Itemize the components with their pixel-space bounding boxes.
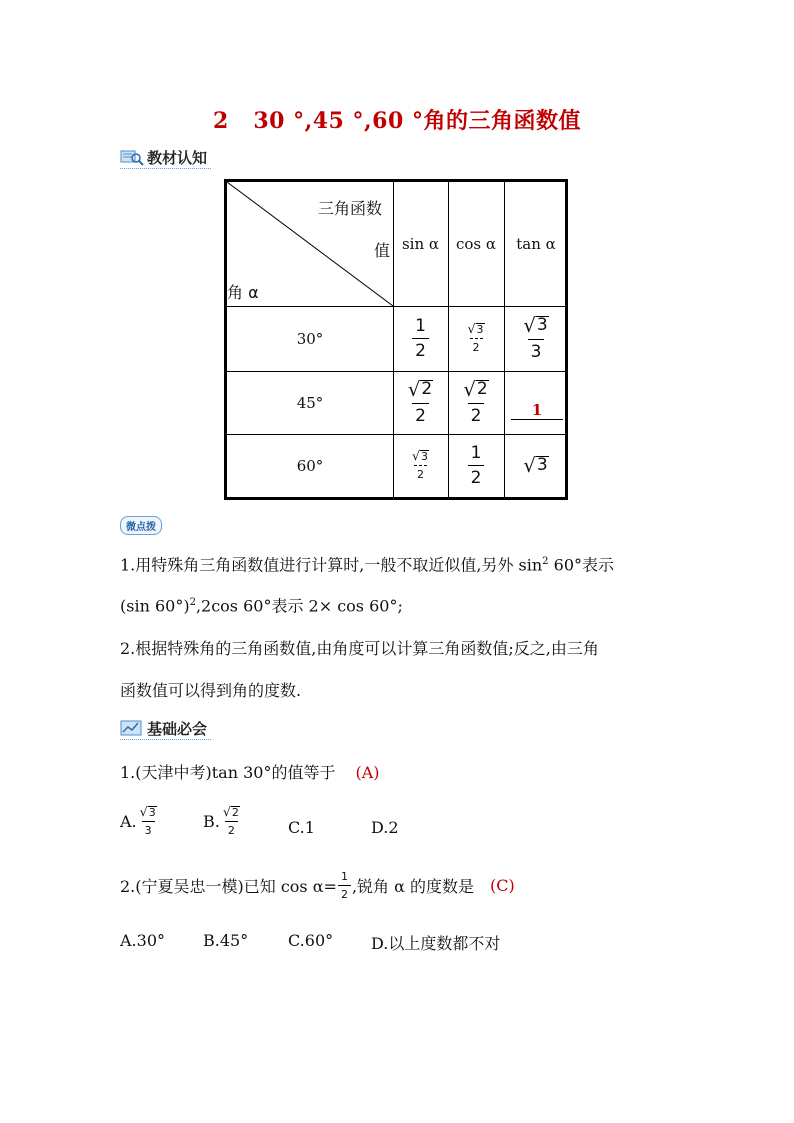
tan30-rad: 3 <box>536 315 548 336</box>
cos60-cell <box>448 434 504 497</box>
section-title-textbook: 教材认知 <box>147 148 208 167</box>
page-title: 2 30 °,45 °,60 °角的三角函数值 <box>213 108 581 134</box>
row-angle-60: 60° <box>296 456 324 475</box>
sin45-cell: √ 2 2 <box>407 377 433 426</box>
header-func-label: 三角函数 <box>318 199 383 218</box>
q2-option-c: C.60° <box>288 931 334 950</box>
header-value-label: 值 <box>374 241 391 260</box>
tan30-cell: √ 3 3 <box>523 313 548 362</box>
trig-table <box>224 179 568 500</box>
tip-line-1: 1.用特殊角三角函数值进行计算时,一般不取近似值,另外 $\sin^2 60^\circ$表示 <box>120 555 614 575</box>
section-title-basics: 基础必会 <box>147 719 208 738</box>
q2-answer: (C) <box>490 876 515 895</box>
cos30-rad: 3 <box>476 323 484 337</box>
sin60-rad: 3 <box>421 450 429 464</box>
q1-stem: 1.(天津中考)tan 30°的值等于 (A) <box>120 763 380 782</box>
col-header-sin: sin α <box>401 235 440 253</box>
cos45-cell: √ 2 2 <box>463 377 488 426</box>
tan45-answer: 1 <box>511 401 563 420</box>
cos60-num: 1 <box>470 443 482 463</box>
magnifier-book-icon <box>120 148 144 166</box>
tip-badge: 微点拨 <box>120 516 162 535</box>
sin45-den: 2 <box>412 403 429 426</box>
q2-option-b: B.45° <box>203 931 249 950</box>
section-header-textbook <box>120 146 211 169</box>
tip-line-2: (sin 60°)$^2$,2cos 60°表示 2× cos 60°; <box>120 596 403 616</box>
sin60-cell: √ 3 2 <box>411 448 429 481</box>
tan60-cell: √ 3 <box>523 453 548 477</box>
sin30-cell <box>393 306 448 371</box>
cos45-rad: 2 <box>476 379 488 400</box>
tan60-rad: 3 <box>536 455 548 476</box>
q1-option-b: B. √ 2 2 <box>203 804 239 837</box>
tip-line-3: 2.根据特殊角的三角函数值,由角度可以计算三角函数值;反之,由三角 <box>120 639 599 658</box>
tip-line-4: 函数值可以得到角的度数. <box>120 681 302 700</box>
sin60-den: 2 <box>414 465 427 481</box>
cos30-cell: √ 3 2 <box>467 321 484 354</box>
cos30-den: 2 <box>470 338 483 354</box>
cos45-den: 2 <box>468 403 485 426</box>
q2-stem: 2.(宁夏吴忠一模)已知 cos α= $\frac{1}{2}$ ,锐角 α 的度数是 (C) <box>120 870 515 901</box>
q2-option-d: D.以上度数都不对 <box>371 934 501 953</box>
q2-option-a: A.30° <box>120 931 165 950</box>
section-header-basics <box>120 717 211 740</box>
sin30-den: 2 <box>412 338 429 361</box>
sin45-rad: 2 <box>421 379 433 400</box>
col-header-tan: tan α <box>516 235 556 253</box>
row-angle-45: 45° <box>296 393 324 412</box>
q1-answer: (A) <box>355 763 380 782</box>
chart-icon <box>120 719 144 737</box>
q1-option-a: A. √ 3 3 <box>120 804 156 837</box>
cos60-den: 2 <box>468 465 485 488</box>
q1-option-d: D.2 <box>371 818 399 837</box>
col-header-cos: cos α <box>455 235 497 253</box>
tan30-den: 3 <box>528 339 545 362</box>
row-angle-30: 30° <box>296 329 324 348</box>
q1-option-c: C.1 <box>288 818 315 837</box>
header-angle-label: 角 α <box>227 283 259 302</box>
sin30-num: 1 <box>415 316 426 336</box>
